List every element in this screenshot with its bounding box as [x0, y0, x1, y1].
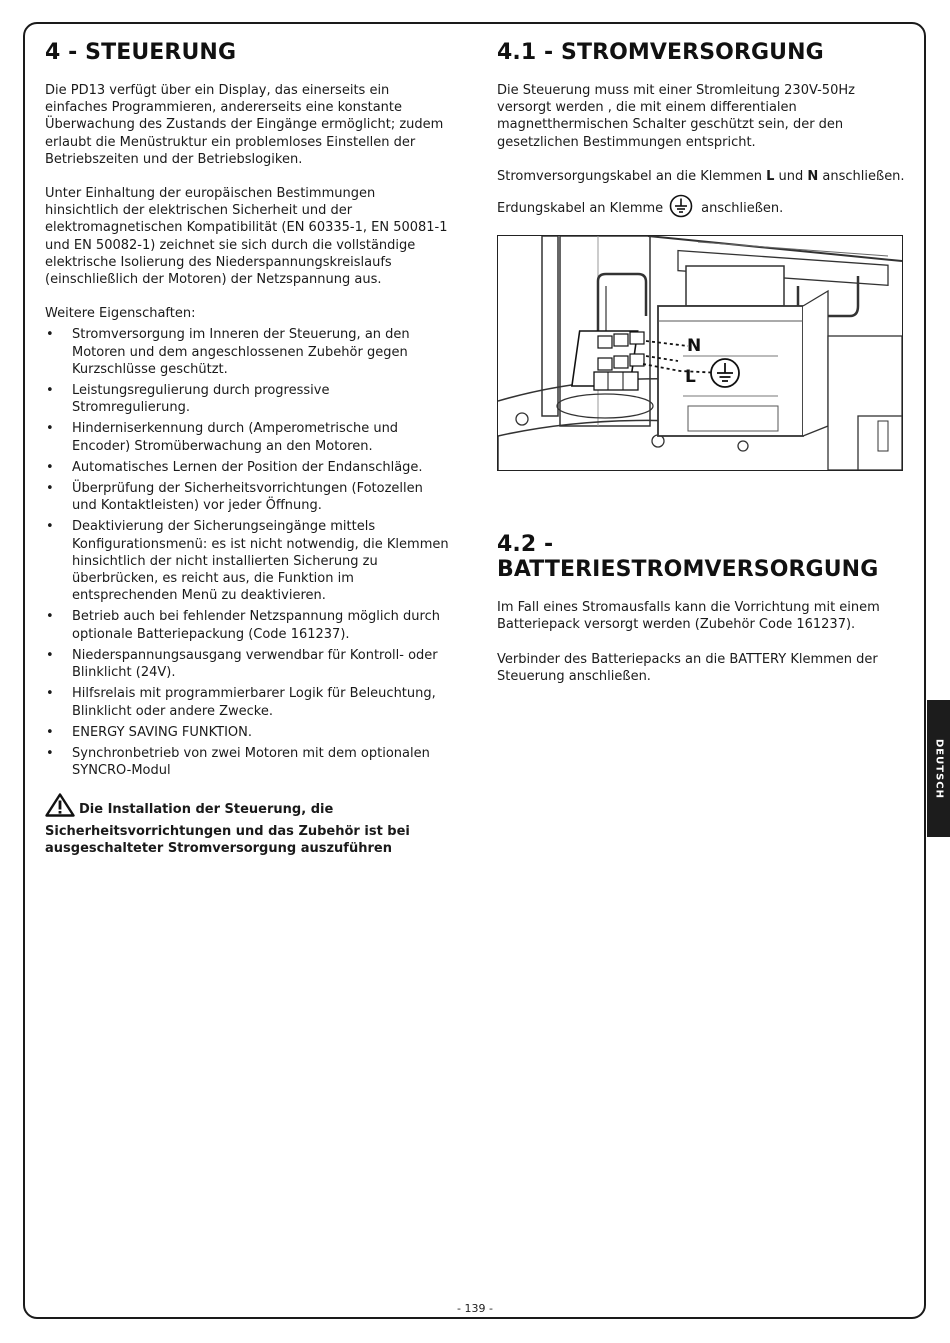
language-tab	[927, 700, 950, 837]
section-title-batteriestromversorgung: 4.2 - BATTERIESTROMVERSORGUNG	[497, 532, 879, 583]
warning-triangle-icon	[45, 793, 75, 822]
page-number: - 139 -	[457, 1302, 493, 1315]
list-item: • Niederspannungsausgang verwendbar für Kontroll- oder Blinklicht (24V).	[45, 647, 450, 681]
list-item: • Leistungsregulierung durch progressive Stromregulierung.	[45, 382, 450, 416]
battery-paragraph: Im Fall eines Stromausfalls kann die Vorrichtung mit einem Batteriepack versorgt werden (Zubehör Code 161237).	[497, 600, 880, 633]
list-item: • Synchronbetrieb von zwei Motoren mit dem optionalen SYNCRO-Modul	[45, 745, 450, 779]
earth-paragraph: Erdungskabel an Klemme anschließen.	[497, 194, 907, 223]
intro-paragraph: Die PD13 verfügt über ein Display, das einerseits ein einfaches Programmieren, andererseits eine konstante Überwachung des Zustands der Eingänge ermöglicht; zudem erlaubt die Menüstruktur ein problemloses Einstellen der Betriebszeiten und der Betriebslogiken.	[45, 83, 444, 167]
standards-paragraph: Unter Einhaltung der europäischen Bestimmungen hinsichtlich der elektrischen Sicherheit und der elektromagnetischen Kompatibilität (EN 60335-1, EN 50081-1 und EN 50082-1) zeichnet sie sich durch die vollständige elektrische Isolierung des Niederspannungskreislaufs (einschließlich der Motoren) der Netzspannung aus.	[45, 186, 448, 288]
photo-label-l: L	[685, 367, 696, 388]
features-heading: Weitere Eigenschaften:	[45, 306, 196, 322]
section-title-stromversorgung: 4.1 - STROMVERSORGUNG	[497, 40, 824, 65]
warning-text: Die Installation der Steuerung, die Sicherheitsvorrichtungen und das Zubehör ist bei ausgeschalteter Stromversorgung auszuführen	[45, 802, 410, 856]
list-item: • Betrieb auch bei fehlender Netzspannung möglich durch optionale Batteriepackung (Code 161237).	[45, 608, 450, 642]
list-item: • Stromversorgung im Inneren der Steuerung, an den Motoren und dem angeschlossenen Zubehör gegen Kurzschlüsse geschützt.	[45, 326, 450, 378]
list-item: • Hinderniserkennung durch (Amperometrische und Encoder) Stromüberwachung an den Motoren.	[45, 420, 450, 454]
section-title-steuerung: 4 - STEUERUNG	[45, 40, 237, 65]
list-item: • Deaktivierung der Sicherungseingänge mittels Konfigurationsmenü: es ist nicht notwendig, die Klemmen hinsichtlich der nicht installierten Sicherung zu überbrücken, es reicht aus, die Funktion im entsprechenden Menü zu deaktivieren.	[45, 518, 450, 604]
list-item: • Hilfsrelais mit programmierbarer Logik für Beleuchtung, Blinklicht oder andere Zwecke.	[45, 685, 450, 719]
photo-label-n: N	[687, 336, 702, 357]
battery-connector-paragraph: Verbinder des Batteriepacks an die BATTERY Klemmen der Steuerung anschließen.	[497, 651, 878, 684]
list-item: • Automatisches Lernen der Position der Endanschläge.	[45, 459, 450, 476]
language-tab-label: DEUTSCH	[933, 738, 944, 799]
list-item: • Überprüfung der Sicherheitsvorrichtungen (Fotozellen und Kontaktleisten) vor jeder Öffnung.	[45, 480, 450, 514]
right-column	[497, 40, 907, 685]
warning-note	[45, 793, 450, 857]
list-item: • ENERGY SAVING FUNKTION.	[45, 724, 450, 741]
earth-ground-icon	[669, 194, 693, 223]
features-list	[45, 326, 450, 779]
wiring-photo	[497, 235, 903, 471]
terminal-block	[572, 331, 644, 390]
earth-ground-icon	[711, 359, 739, 387]
terminal-n-label: N	[807, 168, 819, 184]
terminal-l-label: L	[766, 168, 775, 184]
terminal-paragraph: Stromversorgungskabel an die Klemmen L und N anschließen.	[497, 168, 905, 184]
power-line-paragraph: Die Steuerung muss mit einer Stromleitung 230V-50Hz versorgt werden , die mit einem differentialen magnetthermischen Schalter geschützt sein, der den gesetzlichen Bestimmungen entspricht.	[497, 83, 855, 150]
left-column	[45, 40, 450, 857]
